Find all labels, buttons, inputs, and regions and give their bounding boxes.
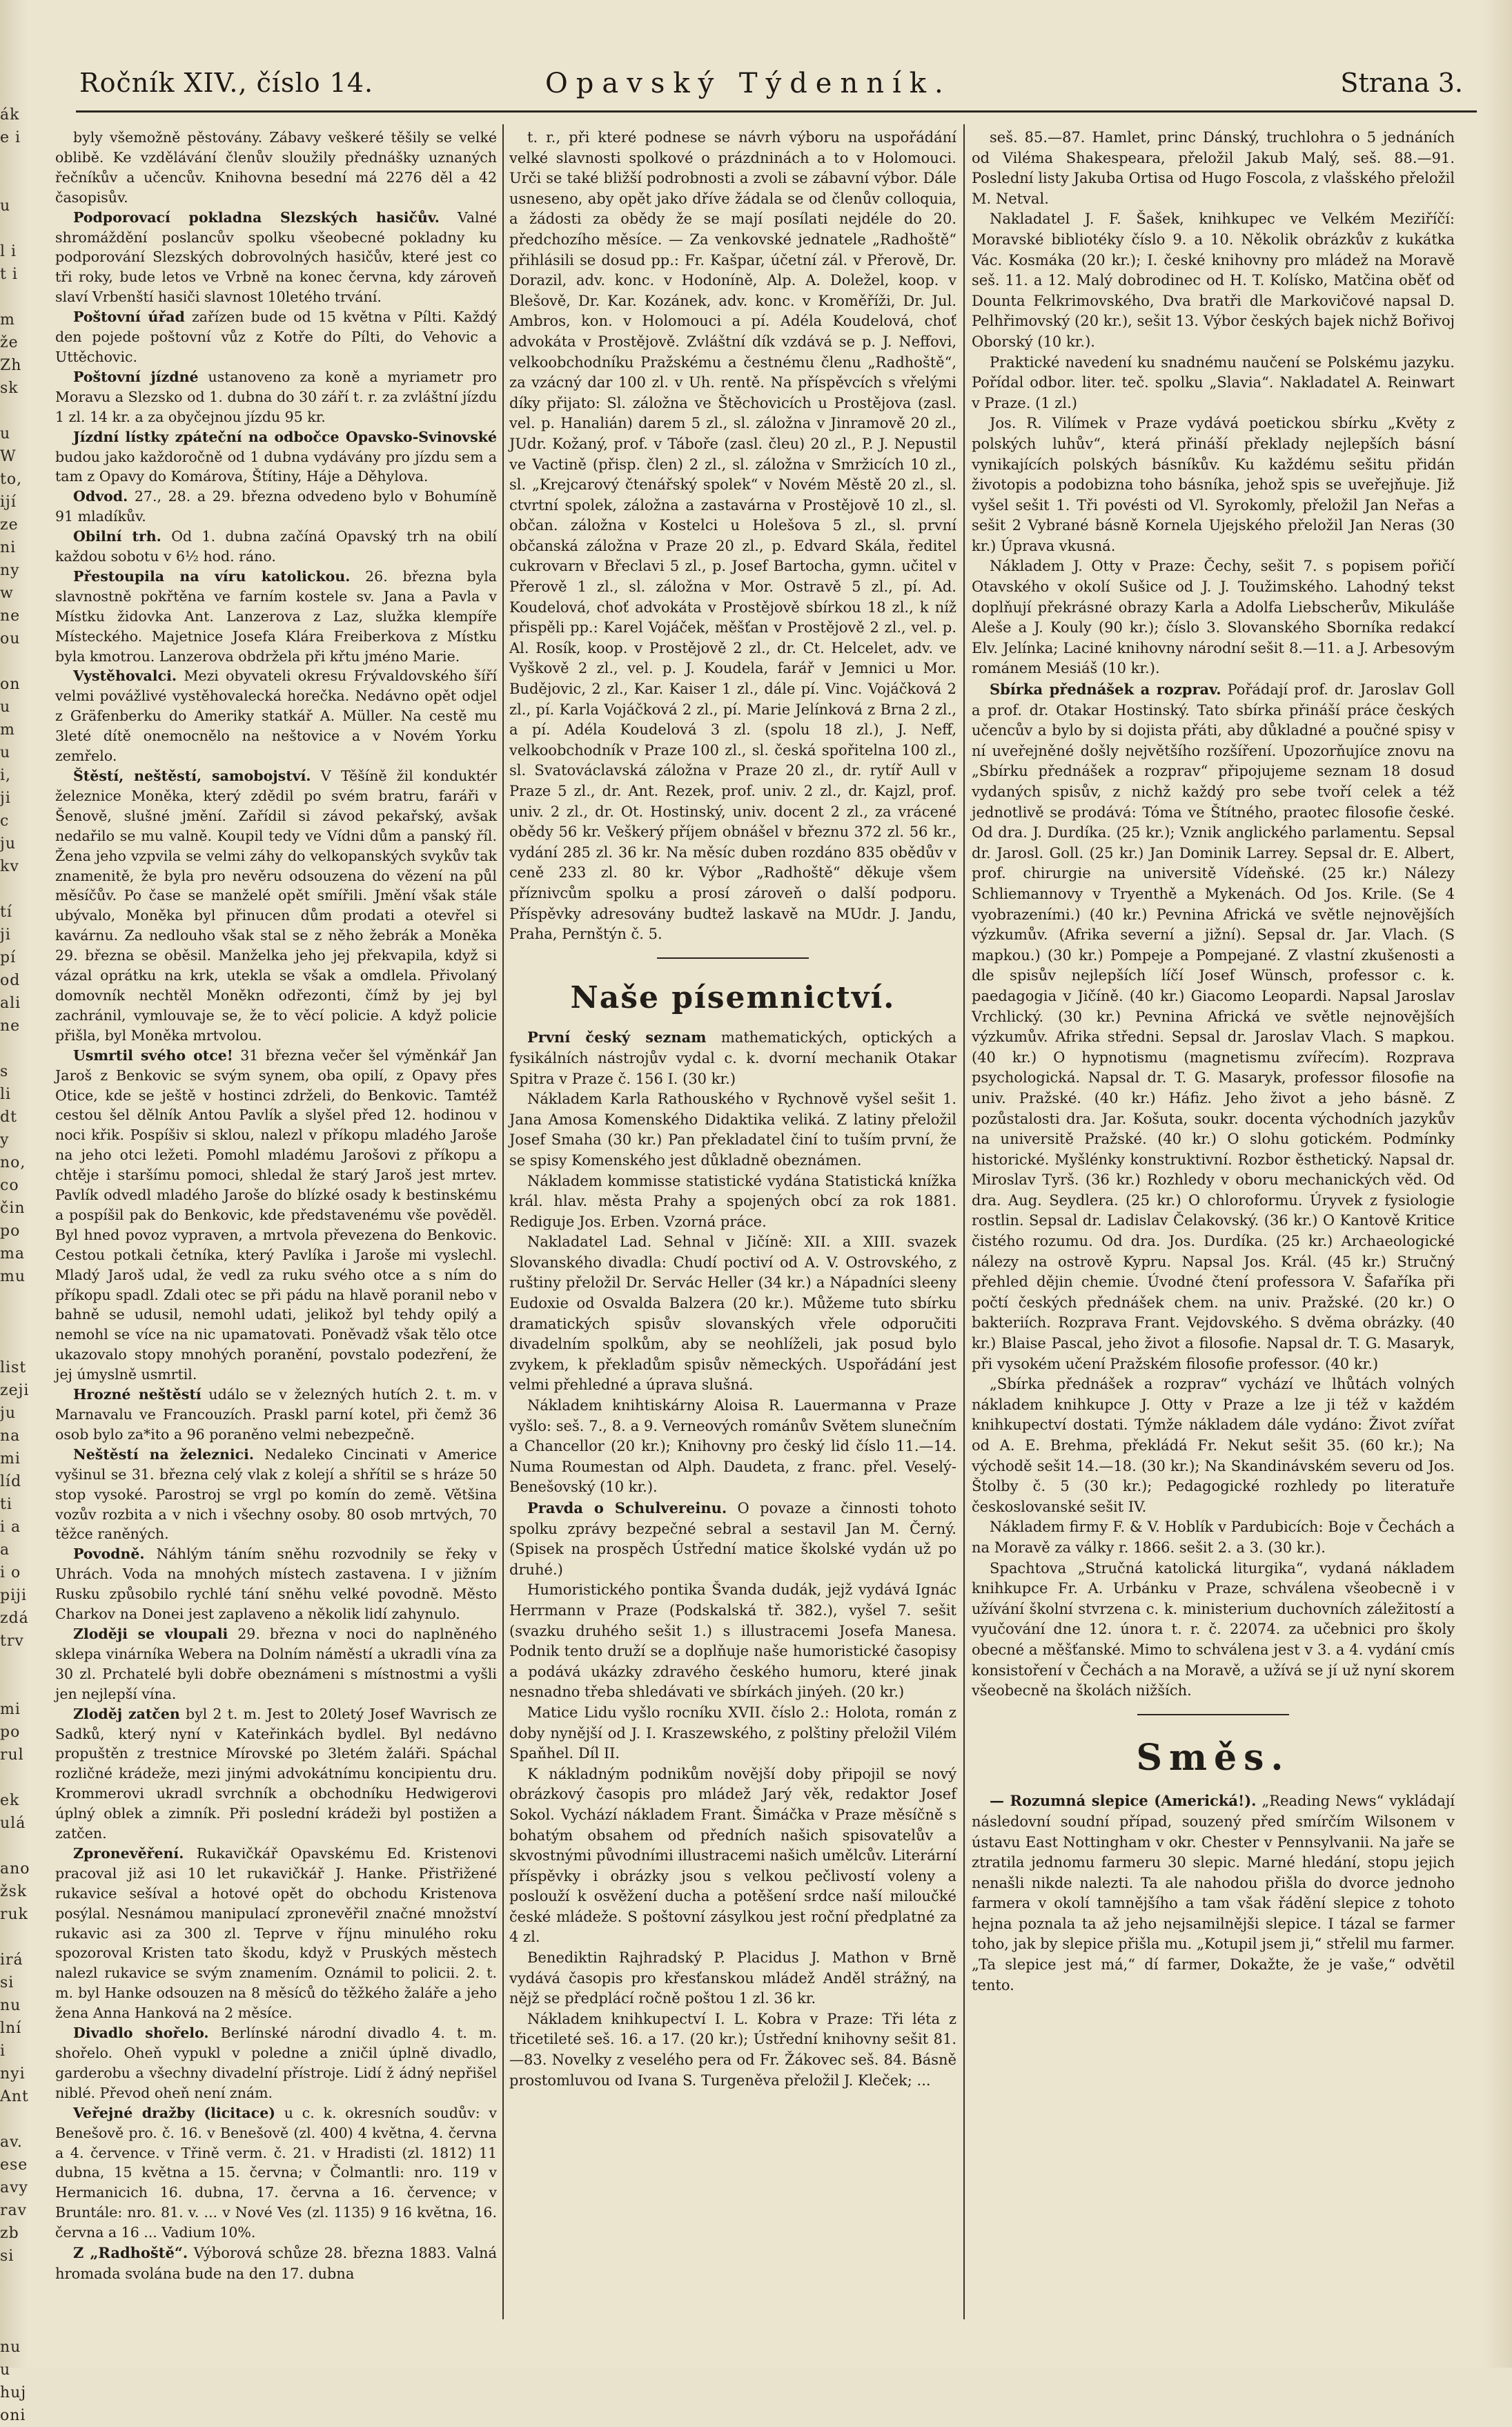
page-header (48, 68, 1477, 109)
article-paragraph (972, 1517, 1455, 1558)
article-paragraph (509, 1396, 956, 1498)
article-text: O povaze a činnosti tohoto spolku zprávy bezpečné sebral a sestavil Jan M. Černý. (Spisek na prospěch Ústřední matice školské vydán už po druhé.) (509, 1500, 956, 1578)
article-heading: Veřejné dražby (licitace) (73, 2104, 275, 2121)
article-paragraph (509, 1171, 956, 1233)
article-paragraph (972, 413, 1455, 556)
column-2 (509, 128, 956, 2091)
article-text: Od 1. dubna začíná Opavský trh na obilí každou sobotu v 6½ hod. ráno. (55, 528, 497, 565)
article-paragraph (55, 367, 497, 427)
article-paragraph (55, 666, 497, 766)
article-text: t. r., při které podnese se návrh výboru na uspořádání velké slavnosti spolkové o prázdninách a to v Holomouci. Urči se také bližší podrobnosti a zvoli se zábavní výbor. Dále usneseno, aby opět jako dříve žádala se od členův colloquia, a žádosti za obědy že se mají posílati nejdéle do 20. předchozího měsíce. — Za venkovské jednatele „Radhoště“ přihlásili se dosud pp.: Fr. Kašpar, účetní zál. v Přerově, Dr. Dorazil, adv. konc. v Hodoníně, Alp. A. Doležel, koop. v Blešově, Dr. Kar. Kozánek, adv. konc. v Kroměříži, Dr. Jul. Ambros, kon. v Holomouci a pí. Adéla Koudelová, choť advokáta v Prostějově. Zvláštní dík vzdává se p. J. Neffovi, velkoobchodníku Pražskému a čestnému členu „Radhoště“, za vzácný dar 100 zl. v Uh. rentě. Na příspěvcích s vřelými díky přijato: Sl. záložna ve Štěchovicích u Prostějova (zasl. vel. p. Hanalián) darem 5 zl., sl. záložna v Jinramově 20 zl., JUdr. Kožaný, prof. v Táboře (zasl. čleu) 20 zl., P. J. Nepustil ve Vactině (přisp. člen) 2 zl., sl. záložna v Smržicích 10 zl., sl. „Krejcarový čtenářský spolek“ v Novém Městě 20 zl., sl. ctvrtní spolek, záložna a zastavárna v Prostějově 10 zl., sl. občan. záložna v Kostelci u Holešova 5 zl., sl. první občanská záložna v Praze 20 zl., p. Edvard Skála, ředitel cukrovarn v Břeclavi 5 zl., p. Josef Bartocha, gymn. učitel v Přerově 1 zl., sl. záložna v Mor. Ostravě 5 zl., pí. Ad. Koudelová, choť advokáta v Prostějově sbírkou 18 zl., k níž přispěli pp.: Karel Vojáček, měšťan v Prostějově 2 zl., vel. p. Al. Rosík, koop. v Prostějově 2 zl., dr. Ct. Helcelet, adv. ve Vyškově 2 zl., vel. p. J. Koudela, farář v Jemnici u Mor. Budějovic, 2 zl., Kar. Kaiser 1 zl., dále pí. Vinc. Vojáčková 2 zl., pí. Karla Vojáčková 2 zl., pí. Marie Jelínková z Brna 2 zl., a pí. Adéla Koudelová 3 zl. (spolu 18 zl.), J. Neff, velkoobchodník v Praze 100 zl., sl. česká spořitelna 100 zl., sl. Svatováclavská záložna v Praze 20 zl., dr. rytíř Aull v Praze 5 zl., dr. Ant. Rezek, prof. univ. 2 zl., dr. Kajzl, prof. univ. 2 zl., dr. Ot. Hostinský, univ. docent 2 zl., za vrácené obědy 56 kr. Veškerý příjem obnášel v březnu 372 zl. 56 kr., vydání 285 zl. 36 kr. Na měsíc duben rozdáno 835 obědův v ceně 233 zl. 80 kr. Výbor „Radhoště“ děkuje všem příznivcům spolku a prosí zároveň o další podporu. Příspěvky adresovány budtež laskavě na MUdr. J. Jandu, Praha, Pernštýn č. 5. (509, 129, 956, 943)
article-text: V Těšíně žil konduktér železnice Moněka, který zdědil po svém bratru, faráři v Šenově, slušné jmění. Zařídil si závod pekařský, avšak nedařilo se mu valně. Koupil tedy ve Vídni dům a panský říl. Žena jeho vzpvila se velmi záhy do velkopanských svykův tak znamenitě, že byla pro nevěru odsouzena do vězení na půl měsíčův. Po čase se manželé opět smířili. Jmění však stále ubývalo, Moněka byl přinucen dům prodati a otevřel si kavárnu. Za nedlouho však stal se z něho žebrák a Moněka 29. března se oběsil. Manželka jeho jej překvapila, když si vázal oprátku na krk, utekla se však a omdlela. Přivolaný domovník nechtěl Moněkn odřezonti, čímž by jej byl zachránil, vymlouvaje se, že to věcí policie. A když policie přišla, byl Moněka mrtvolou. (55, 768, 497, 1044)
article-text: Benediktin Rajhradský P. Placidus J. Mathon v Brně vydává časopis pro křesťanskou mládež Anděl strážný, na nějž se předplácí ročně poštou 1 zl. 36 kr. (509, 1949, 956, 2007)
article-paragraph (972, 1559, 1455, 1702)
article-heading: Neštěstí na železnici. (73, 1445, 255, 1463)
article-text: Výborová schůze 28. března 1883. Valná hromada svolána bude na den 17. dubna (55, 2245, 498, 2282)
article-heading: Zpronevěření. (73, 1844, 184, 1862)
article-paragraph (55, 487, 497, 527)
article-paragraph (972, 209, 1455, 352)
article-paragraph (55, 1385, 497, 1445)
column-3 (972, 128, 1455, 1996)
divider-line (1137, 1714, 1289, 1715)
article-text: Humoristického pontika Švanda dudák, jejž vydává Ignác Herrmann v Praze (Podskalská tř. 382.), vyšel 7. sešit (svazku druhého sešit 1.) s illustracemi Josefa Manesa. Podnik tento druží se a doplňuje naše humoristické časopisy a podává ukázky zdravého českého humoru, které jinak nesnadno třeba shledávati ve sbírkách jinýeh. (20 kr.) (509, 1581, 956, 1701)
article-heading: Jízdní lístky zpáteční na odbočce Opavsko-Svinovské (73, 428, 497, 445)
article-heading: Poštovní úřad (73, 309, 185, 326)
article-paragraph (55, 1624, 497, 1704)
article-paragraph (55, 2103, 497, 2243)
column-1 (55, 128, 497, 2284)
article-text: u c. k. okresních soudův: v Benešově pro. č. 16. v Benešově (zl. 400) 4 května, 4. června a 4. července. v Třině verm. č. 21. v Hradisti (zl. 1812) 11 dubna, 15 května a 15. června; v Čolmantli: nro. 119 v Hermanicich 16. dubna, 17. června a 16. července; v Bruntále: nro. 81. v. ... v Nové Ves (zl. 1135) 9 16 května, 16. června a 16 ... Vadium 10%. (55, 2104, 498, 2241)
section-divider (509, 948, 956, 968)
article-text: Nedaleko Cincinati v Americe vyšinul se 31. března celý vlak z kolejí a shřítil se s hráze 50 stop vysoké. Parostroj se vrgl po komín do země. Většina vozův rozbita a v nich i všechny osoby. 80 osob mrtvých, 70 těžce raněných. (55, 1445, 497, 1543)
article-paragraph (55, 1445, 497, 1545)
article-text: Valné shromáždění poslancův spolku všeobecné pokladny ku podporování Slezských dobrovolných hasičův, které jest co tři roky, bude letos ve Vrbně na konec června, kdy zároveň slaví Vrbenští hasiči slavnost 10letého trvání. (55, 208, 497, 306)
article-text: 29. března v noci do naplněného sklepa vinárníka Webera na Dolním náměstí a ukradli vína za 30 zl. Prchatelé byli dobře obeznámeni s místnostmi a vyšli jen nejlepší vína. (55, 1625, 497, 1702)
article-text: událo se v železných hutích 2. t. m. v Marnavalu ve Francouzích. Praskl parní kotel, při čemž 36 osob bylo za*ito a 96 poraněno velmi nebezpečně. (55, 1386, 497, 1443)
article-heading: Hrozné neštěstí (73, 1386, 202, 1403)
article-text: ustanoveno za koně a myriametr pro Moravu a Slezsko od 1. dubna do 30 září t. r. za zvláštní jízdu 1 zl. 14 kr. a za obyčejnou jízdu 95 kr. (55, 368, 498, 425)
adjacent-page-margin: ák e i u l i t i m že Zh sk u W to, ijí ze ni ny w ne ou on u m u i, ji c ju kv tí ji pí od ali ne s li dt y no, co čin po ma mu list zeji ju na mi líd ti i a a i o piji zdá trv mi po rul ek ulá ano žsk ruk irá si nu lní i nyi Ant av. ese avy rav zb si nu u huj oni (0, 106, 30, 2424)
article-paragraph (509, 1498, 956, 1580)
article-paragraph (55, 1704, 497, 1844)
article-text: Matice Lidu vyšlo rocníku XVII. číslo 2.: Holota, román z doby nynější od J. I. Kraszewského, z polštiny přeložil Vilém Spaňhel. Díl II. (509, 1704, 956, 1762)
article-heading: Poštovní jízdné (73, 368, 199, 385)
article-paragraph (509, 1089, 956, 1171)
article-text: byl 2 t. m. Jest to 20letý Josef Wavrisch ze Sadků, který nyní v Kateřinkách bydlel. Byl nedávno propuštěn z trestnice Mírovské po 3letém žaláři. Spáchal rozličné krádeže, mezi jinými advokátnímu koncipientu dru. Krommerovi ukradl svrchník a obchodníku Hedwigerovi úplný oblek a zimník. Při poslední krádeži byl postižen a zatčen. (55, 1705, 498, 1842)
article-text: Náhlým táním sněhu rozvodnily se řeky v Uhrách. Voda na mnohých místech zastavena. I v jižním Rusku způsobilo rychlé tání sněhu velké povodně. Město Charkov na Donei jest zaplaveno a několik lidí zahynulo. (55, 1546, 497, 1623)
article-paragraph (55, 766, 497, 1046)
article-heading: Štěstí, neštěstí, samobojství. (73, 768, 311, 784)
article-text: Nákladem J. Otty v Praze: Čechy, sešit 7. s popisem pořičí Otavského v okolí Sušice od J. J. Toužimského. Lahodný tekst doplňují překrásné obrazy Karla a Adolfa Liebscherův, Mikuláše Aleše a J. Kouly (90 kr.); číslo 3. Slovanského Sborníka redakcí Elv. Jelínka; Laciné knihovny národní sešit 8.—11. a J. Arbesovým románem Mesiáš (10 kr.). (972, 558, 1455, 677)
article-text: seš. 85.—87. Hamlet, princ Dánský, truchlohra o 5 jednáních od Viléma Shakespeara, přeložil Jakub Malý, seš. 88.—91. Poslední listy Jakuba Ortisa od Hugo Foscola, z vlašského přeložil M. Netval. (972, 129, 1455, 207)
article-text: Praktické navedení ku snadnému naučení se Polskému jazyku. Pořídal odbor. liter. teč. spolku „Slavia“. Nakladatel A. Reinwart v Praze. (1 zl.) (972, 353, 1455, 411)
article-text: mathematických, optických a fysikálních nástrojův vydal c. k. dvorní mechanik Otakar Spitra v Praze č. 156 I. (30 kr.) (509, 1029, 956, 1087)
article-paragraph (509, 128, 956, 945)
section-heading: Naše písemnictví. (570, 980, 896, 1016)
article-text: Nákladem firmy F. & V. Hoblík v Pardubicích: Boje v Čechách a na Moravě za války r. 1866. sešit 2. a 3. (30 kr.). (972, 1519, 1455, 1556)
article-paragraph (55, 208, 497, 308)
article-paragraph (55, 567, 497, 667)
header-rule (76, 110, 1477, 113)
section-divider (972, 1704, 1455, 1725)
article-paragraph (972, 556, 1455, 679)
article-paragraph (972, 1791, 1455, 1996)
article-heading: Pravda o Schulvereinu. (527, 1499, 727, 1517)
volume-issue: Ročník XIV., číslo 14. (79, 68, 374, 98)
article-heading: Zloděj zatčen (73, 1705, 180, 1722)
article-text: Nákladem knihkupectví I. L. Kobra v Praze: Tři léta z třicetileté seš. 16. a 17. (20 kr.); Ústřední knihovny sešit 81.—83. Novelky z veselého pera od Fr. Žákovec seš. 84. Básně prostomluvou od Ivana S. Turgeněva přeložil J. Kleček; ... (509, 2010, 956, 2089)
article-paragraph (509, 1027, 956, 1089)
article-paragraph (509, 1764, 956, 1948)
article-text: zařízen bude od 15 května v Pílti. Každý den pojede poštovní vůz z Kotře do Pílti, do Vehovic a Uttěchovic. (55, 309, 497, 365)
article-paragraph (55, 1844, 497, 2023)
article-text: budou jako každoročně od 1 dubna vydávány pro jízdu sem a tam z Opavy do Komárova, Štítiny, Háje a Děhylova. (55, 448, 497, 485)
article-text: Nakladatel J. F. Šašek, knihkupec ve Velkém Meziříčí: Moravské bibliotéky číslo 9. a 10. Několik obrázkův z kukátka Vác. Kosmáka (20 kr.); I. české knihovny pro mládež na Moravě seš. 11. a 12. Malý dobrodinec od H. T. Kolísko, Matčina oběť od Dounta Felkrimovského, Dva bratři dle Markovičové napsal D. Pelhřimovský (20 kr.), sešit 13. Výbor českých bajek nichž Bořivoj Oborský (10 kr.). (972, 211, 1455, 350)
article-text: Mezi obyvateli okresu Frývaldovského šíří velmi povážlivé vystěhovalecká horečka. Nedávno opět odjel z Gräfenberku do Ameriky statkář A. Müller. Na cestě mu 3leté dítě onemocnělo na neštovice a v Novém Yorku zemřelo. (55, 667, 497, 765)
notice-paragraph (55, 2243, 497, 2284)
article-text: 31 března večer šel výměnkář Jan Jaroš z Benkovic se svým synem, oba opilí, z Opavy přes Otice, kde se ještě v hostinci zdrželi, do Benkovic. Tamtéž cestou šel dělník Antou Pavlík a slyšel před 12. hodinou v noci křik. Pospíšiv si sklou, nalezl v příkopu mladého Jaroše na jeho otci ležeti. Pomohl mladému Jarošovi z příkopu a chtěje i staršímu pomoci, shledal že starý Jaroš jest mrtev. Pavlík odvedl mladého Jaroše do blízké osady k bestinskému a pospíšil pak do Benkovic, kde představenému vše pověděl. Byl hned povoz vypraven, a mrtvola převezena do Benkovic. Cestou potkali četníka, který Pavlíka i Jaroše mi vyslechl. Mladý Jaroš udal, že vedl za ruku svého otce a s ním do příkopu spadl. Zdali otec se při pádu na hlavě poranil nebo v bahně se udusil, nemohl udati, jelikož byl tehdy opilý a nemohl se více na nic upamatovati. Poněvadž však tělo otce ukazovalo stopy mnohých poranění, povstalo podezření, že jej úmyslně usmrtil. (55, 1046, 498, 1383)
article-text: „Sbírka přednášek a rozprav“ vychází ve lhůtách volných nákladem knihkupce J. Otty v Praze a lze ji též v každém knihkupectví dostati. Týmže nákladem dále vydáno: Život zvířat od A. E. Brehma, překládá Fr. Nekut sešit 35. (60 kr.); Na východě sešit 14.—18. (30 kr.); Na Skandinávském severu od Jos. Štolby č. 5 (30 kr.); Pedagogické rozhledy po literatuře českoslovanské sešit IV. (972, 1376, 1455, 1515)
article-paragraph (55, 527, 497, 567)
article-paragraph (972, 353, 1455, 414)
article-heading: Sbírka přednášek a rozprav. (990, 681, 1221, 699)
article-heading: — Rozumná slepice (Americká!). (990, 1792, 1257, 1810)
article-text: Spachtova „Stručná katolická liturgika“, vydaná nákladem knihkupce Fr. A. Urbánku v Praze, schválena všeobecně i v užívání školní stvrzena c. k. ministerium duchovních záležitostí a vyučování dne 12. února t. r. č. 22074. za učebnici pro školy obecné a měšťanské. Mimo to schválena jest v 3. a 4. vydání cmís konsistoření v Čechách a na Moravě, a užívá se jí už nyní skorem všeobecně na školách nižších. (972, 1559, 1455, 1699)
article-paragraph (55, 1046, 497, 1385)
article-heading: Podporovací pokladna Slezských hasičův. (73, 208, 440, 226)
article-heading: Zloději se vloupali (73, 1625, 228, 1642)
article-paragraph (509, 1232, 956, 1396)
article-heading: Z „Radhoště“. (73, 2244, 188, 2262)
article-text: 26. března byla slavnostně pokřtěna ve farním kostele sv. Jana a Pavla v Místku židovka Ant. Lanzerova z Laz, služka klempíře Místeckého. Majetnice Josefa Klára Freiberkova z Místku byla kmotrou. Lanzerova obdržela při křtu jméno Marie. (55, 567, 497, 665)
article-heading: Přestoupila na víru katolickou. (73, 567, 351, 585)
article-text: Nákladem Karla Rathouského v Rychnově vyšel sešit 1. Jana Amosa Komenského Didaktika veliká. Z latiny přeložil Josef Smaha (30 kr.) Pan překladatel činí to tuším první, že se spisy Komenského jest důkladně obeznámen. (509, 1091, 956, 1169)
article-heading: První český seznam (527, 1029, 707, 1046)
article-heading: Vystěhovalci. (73, 667, 177, 685)
column-divider-2 (963, 124, 965, 2319)
article-text: byly všemožně pěstovány. Zábavy veškeré těšily se velké oblibě. Ke vzdělávání členův sloužily přednášky uznaných řečníkův a učencův. Knihovna besední má 2276 děl a 42 časopisův. (55, 129, 497, 206)
section-heading: Směs. (1136, 1737, 1290, 1780)
article-paragraph (55, 2023, 497, 2103)
article-text: Berlínské národní divadlo 4. t. m. shořelo. Oheň vypukl v poledne a zničil úplně divadlo, garderobu a všechny divadelní přístroje. Lidí ž ádný nepřišel niblé. Převod oheň není znám. (55, 2025, 497, 2101)
article-heading: Divadlo shořelo. (73, 2025, 209, 2042)
article-paragraph (55, 128, 497, 208)
article-paragraph (509, 1703, 956, 1764)
newspaper-title: Opavský Týdenník. (545, 68, 952, 99)
article-text: K nákladným podnikům novější doby připojil se nový obrázkový časopis pro mládež Jarý věk, redaktor Josef Sokol. Vychází nákladem Frant. Šimáčka v Praze měsíčně s bohatým obsahem od předních našich spisovatelův a skvostnými původními illustracemi našich umělcův. Literární příspěvky i obrázky jsou s velkou pečlivostí voleny a poslouží k osvěžení ducha a potěšení srdce naší miloučké české mládeže. S poštovní zásylkou jest roční předplatné za 4 zl. (509, 1765, 956, 1946)
article-text: „Reading News“ vykládají následovní soudní případ, souzený před smírčím Wilsonem v ústavu East Nottingham v okr. Chester v Pennsylvanii. Na jaře se ztratila jednomu farmeru 30 slepic. Marné hledání, stopu jejich nenašli nikde nalezti. Ta ale nahodou přišla do dvorce jednoho farmera v okolí tamnějšího a tam však řádění slepice z tohoto hejna poznala ta až jeho nejsamilnějši slepice. I tázal se farmer toho, jak by slepice přišla mu. „Kotupil jsem ji,“ střelil mu farmer. „Ta slepice jest má,“ dí farmer, Dokažte, že je vaše,“ odvětil tento. (972, 1793, 1455, 1994)
article-paragraph (55, 427, 497, 487)
article-paragraph (972, 679, 1455, 1374)
article-paragraph (509, 2009, 956, 2091)
article-paragraph (55, 307, 497, 367)
article-paragraph (509, 1948, 956, 2009)
article-paragraph (972, 128, 1455, 209)
column-divider-1 (502, 124, 504, 2319)
article-heading: Obilní trh. (73, 528, 161, 545)
article-text: Pořádají prof. dr. Jaroslav Goll a prof. dr. Otakar Hostinský. Tato sbírka přináší práce českých učencův a bylo by si dojista přáti, aby důkladné a poučné spisy v ní uveřejněné došly největšího rozšíření. Upozorňujíce znovu na „Sbírku přednášek a rozprav“ připojujeme seznam 18 dosud vydaných spisův, z nichž každý pro sebe tvoří celek a též jednotlivě se prodává: Tóma ve Štítného, praotec filosofie české. Od dra. J. Durdíka. (25 kr.); Vznik anglického parlamentu. Sepsal dr. Jarosl. Goll. (25 kr.) Jan Dominik Larrey. Sepsal dr. E. Albert, prof. chirurgie na universitě Vídeňské. (25 kr.) Nálezy Schliemannovy v Tryenthě a Mykenách. Od Jos. Krile. (Se 4 vyobrazeními.) (40 kr.) Pevnina Africká ve světle nejnovějších výzkumův. (Afrika severní a jižní). Sepsal dr. Jar. Vlach. (S mapkou.) (30 kr.) Pompeje a Pompejané. Z vlastní zkušenosti a dle spisův nejlepších líčí Josef Wünsch, professor c. k. paedagogia v Jičíně. (40 kr.) Giacomo Leopardi. Napsal Jaroslav Vrchlický. (30 kr.) Pevnina Africká ve světle nejnovějších výzkumův. Afrika středni. Sepsal dr. Jaroslav Vlach. S mapkou. (40 kr.) O hypnotismu (magnetismu zvířecím). Rozprava psychologická. Napsal dr. T. G. Masaryk, professor filosofie na univ. Pražské. (40 kr.) Háfiz. Jeho život a jeho básně. Z pozůstalosti dra. Jar. Košuta, soukr. docenta východních jazykův na universitě Pražské. (40 kr.) O slohu gotickém. Podmínky historické. Myšlénky konstruktivní. Rozbor ěsthetický. Napsal dr. Miroslav Tyrš. (36 kr.) Rozhledy v oboru mechanických věd. Od dra. Aug. Seydlera. (25 kr.) O chloroformu. Úryvek z fysiologie rostlin. Sepsal dr. Ladislav Čelakovský. (36 kr.) O Kantově Kritice čistého rozumu. Od dra. Jos. Durdíka. (25 kr.) Archaeologické nálezy na ostrově Kypru. Napsal Jos. Král. (45 kr.) Stručný přehled dějin chemie. Úvodné čtení professora V. Šafaříka při počtí českých přednášek chem. na univ. Pražské. (20 kr.) O bakteriích. Rozprava Frant. Vejdovského. S dvěma obrázky. (40 kr.) Blaise Pascal, jeho život a filosofie. Napsal dr. T. G. Masaryk, při vysokém učení Pražském filosofie professor. (40 kr.) (972, 681, 1455, 1372)
article-text: Nákladem knihtiskárny Aloisa R. Lauermanna v Praze vyšlo: seš. 7., 8. a 9. Verneových románův Světem slunečním a Chancellor (20 kr.); Knihovny pro český lid číslo 11.—14. Numa Roumestan od Alph. Daudeta, z franc. přel. Veselý-Benešovský (10 kr.). (509, 1397, 956, 1496)
article-heading: Odvod. (73, 488, 128, 505)
divider-line (657, 957, 809, 959)
article-paragraph (55, 1544, 497, 1624)
article-text: 27., 28. a 29. března odvedeno bylo v Bohumíně 91 mladíkův. (55, 488, 497, 525)
article-text: Nakladatel Lad. Sehnal v Jičíně: XII. a XIII. svazek Slovanského divadla: Chudí poctiví od A. V. Ostrovského, z ruštiny přeložil Dr. Servác Heller (34 kr.) a Nápadníci sleeny Eudoxie od Osvalda Balzera (20 kr.). Můžeme tuto sbírku dramatických spisův slovanských vřele odporučiti divadelním spolkům, aby se neohlíželi, jak posud bylo zvykem, k překladům spisův německých. Uspořádání jest velmi přehledné a úprava slušná. (509, 1234, 956, 1394)
article-text: Jos. R. Vilímek v Praze vydává poetickou sbírku „Květy z polských luhův“, která přináší překlady nejlepších básní vynikajících polských básníkův. Ku každému sešitu přidán životopis a podobizna toho básníka, jehož spis se uveřejňuje. Již vyšel sešit 1. Tři povésti od Vl. Syrokomly, přeložil Jan Neřas a sešit 2 Vybrané básně Kornela Ujejského přeložil Jan Neras (30 kr.) Úprava vkusná. (972, 415, 1455, 554)
article-paragraph (509, 1580, 956, 1703)
article-text: Nákladem kommisse statistické vydána Statistická knížka král. hlav. města Prahy a spojených obcí za rok 1881. Rediguje Jos. Erben. Vzorná práce. (509, 1172, 956, 1230)
article-heading: Povodně. (73, 1546, 145, 1563)
page-number: Strana 3. (1340, 68, 1463, 98)
article-heading: Usmrtil svého otce! (73, 1046, 233, 1064)
article-paragraph (972, 1374, 1455, 1517)
article-text: Rukavičkář Opavskému Ed. Kristenovi pracoval již asi 10 let rukavičkář J. Hanke. Přistřižené rukavice sešíval a hotové opět do obchodu Kristenova posýlal. Nesnámou manipulací zpronevěřil značné množství rukavic asi za 300 zl. Teprve v říjnu minulého roku spozoroval Kristen tato škodu, když v Pruských městech nalezl rukavice se svým znamením. Oznámil to policii. 2. t. m. byl Hanke odsouzen na 8 měsíců do těžkého žaláře a jeho žena Anna Hanková na 2 měsíce. (55, 1844, 497, 2022)
